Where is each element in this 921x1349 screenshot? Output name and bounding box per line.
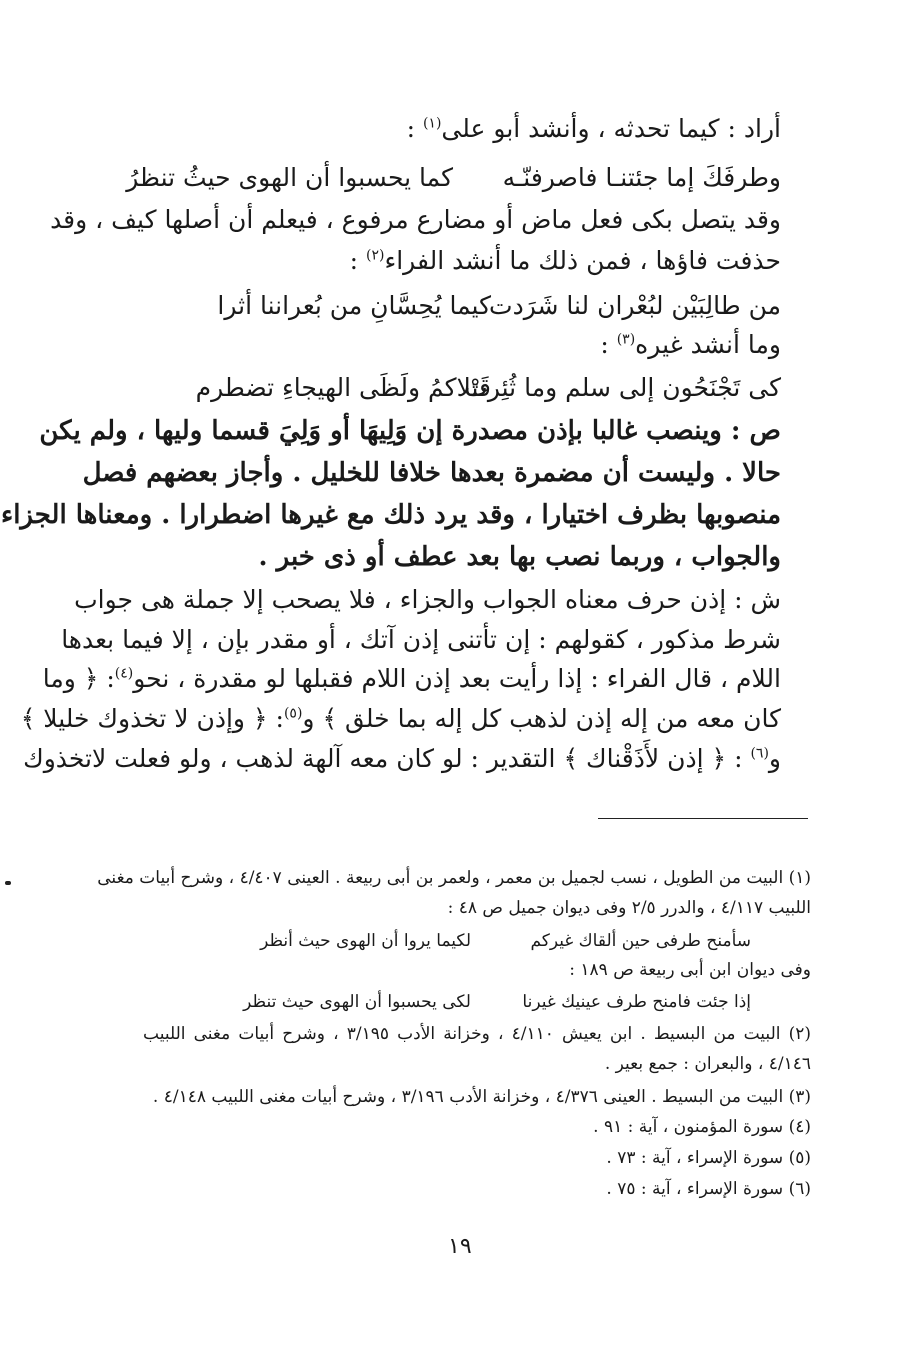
footnote-2-line-1: (٢) البيت من البسيط . ابن يعيش ٤/١١٠ ، وخزانة الأدب ٣/١٩٥ ، وشرح أبيات مغنى اللبيب — [143, 1024, 811, 1044]
sharh-line-5: و$^{(٦)}$ : ﴿ إذن لأَذَقْناك ﴾ التقدير : لو كان معه آلهة لذهب ، ولو فعلت لاتخذوك — [23, 744, 781, 773]
footnote-6: (٦) سورة الإسراء ، آية : ٧٥ . — [606, 1179, 811, 1199]
footnote-4: (٤) سورة المؤمنون ، آية : ٩١ . — [593, 1117, 811, 1137]
footnote-1-verse-2-left: لكى يحسبوا أن الهوى حيث تنظر — [243, 992, 471, 1012]
body-line-6: وما أنشد غيره$^{(٣)}$ : — [600, 330, 781, 359]
sharh-line-2: شرط مذكور ، كقولهم : إن تأتنى إذن آتك ، أو مقدر بإن ، إلا فيما بعدها — [61, 625, 781, 654]
verse-2-hemistich-right: من طالِبَيْن لبُعْران لنا شَرَدت — [489, 291, 781, 320]
verse-3-hemistich-left: قَتلاكمُ ولَظَى الهيجاءِ تضطرم — [195, 373, 491, 402]
matn-line-4: والجواب ، وربما نصب بها بعد عطف أو ذى خبر . — [258, 542, 781, 572]
footnote-ref-4[interactable]: (٤) — [114, 665, 134, 682]
verse-1-hemistich-right: وطرفَكَ إما جئتنـا فاصرفنّـه — [502, 163, 781, 192]
footnote-ref-2[interactable]: (٢) — [366, 247, 385, 264]
footnote-ref-5[interactable]: (٥) — [283, 705, 303, 722]
verse-2-hemistich-left: كيما يُحِسَّانِ من بُعراننا أثرا — [217, 291, 491, 320]
footnote-1-line-2: اللبيب ٤/١١٧ ، والدرر ٢/٥ وفى ديوان جميل ص ٤٨ : — [447, 898, 811, 918]
scan-mark — [5, 881, 11, 885]
footnote-1-verse-2-right: إذا جئت فامنح طرف عينيك غيرنا — [522, 992, 751, 1012]
matn-line-1: ص : وينصب غالبا بإذن مصدرة إن وَلِيهَا أو وَلِيَ قسما وليها ، ولم يكن — [39, 416, 781, 446]
footnote-1-line-3: وفى ديوان ابن أبى ربيعة ص ١٨٩ : — [569, 960, 811, 980]
footnote-1-line-1: (١) البيت من الطويل ، نسب لجميل بن معمر ، ولعمر بن أبى ربيعة . العينى ٤/٤٠٧ ، وشرح أبيات مغنى — [97, 868, 811, 888]
verse-3-hemistich-right: كى تَجْنَحُون إلى سلم وما ثُئِرتْ — [464, 373, 781, 402]
matn-line-2: حالا . وليست أن مضمرة بعدها خلافا للخليل . وأجاز بعضهم فصل — [82, 458, 781, 488]
page-number: ١٩ — [448, 1234, 472, 1259]
body-line-3: وقد يتصل بكى فعل ماض أو مضارع مرفوع ، فيعلم أن أصلها كيف ، وقد — [50, 205, 781, 234]
sharh-line-3: اللام ، قال الفراء : إذا رأيت بعد إذن اللام فقبلها لو مقدرة ، نحو$^{(٤)}$ : ﴿ وما — [42, 664, 781, 693]
footnote-3: (٣) البيت من البسيط . العينى ٤/٣٧٦ ، وخزانة الأدب ٣/١٩٦ ، وشرح أبيات مغنى اللبيب ٤/١٤٨ . — [152, 1087, 811, 1107]
footnote-1-verse-1-right: سأمنح طرفى حين ألقاك غيركم — [530, 931, 751, 951]
sharh-line-1: ش : إذن حرف معناه الجواب والجزاء ، فلا يصحب إلا جملة هى جواب — [74, 585, 781, 614]
footnote-ref-1[interactable]: (١) — [422, 115, 442, 132]
matn-line-3: منصوبها بظرف اختيارا ، وقد يرد ذلك مع غيرها اضطرارا . ومعناها الجزاء — [0, 500, 781, 530]
body-line-1: أراد : كيما تحدثه ، وأنشد أبو على$^{(١)}$ : — [406, 114, 781, 143]
verse-1-hemistich-left: كما يحسبوا أن الهوى حيثُ تنظرُ — [126, 163, 453, 192]
footnote-1-verse-1-left: لكيما يروا أن الهوى حيث أنظر — [260, 931, 471, 951]
footnote-ref-6[interactable]: (٦) — [750, 745, 769, 762]
body-line-4: حذفت فاؤها ، فمن ذلك ما أنشد الفراء$^{(٢)}$ : — [349, 246, 781, 275]
footnote-separator — [598, 818, 808, 819]
sharh-line-4: كان معه من إله إذن لذهب كل إله بما خلق ﴾ و$^{(٥)}$ : ﴿ وإذن لا تخذوك خليلا ﴾ — [20, 704, 781, 733]
footnote-ref-3[interactable]: (٣) — [616, 331, 636, 348]
footnote-2-line-2: ٤/١٤٦ ، والبعران : جمع بعير . — [604, 1054, 811, 1074]
footnote-5: (٥) سورة الإسراء ، آية : ٧٣ . — [606, 1148, 811, 1168]
